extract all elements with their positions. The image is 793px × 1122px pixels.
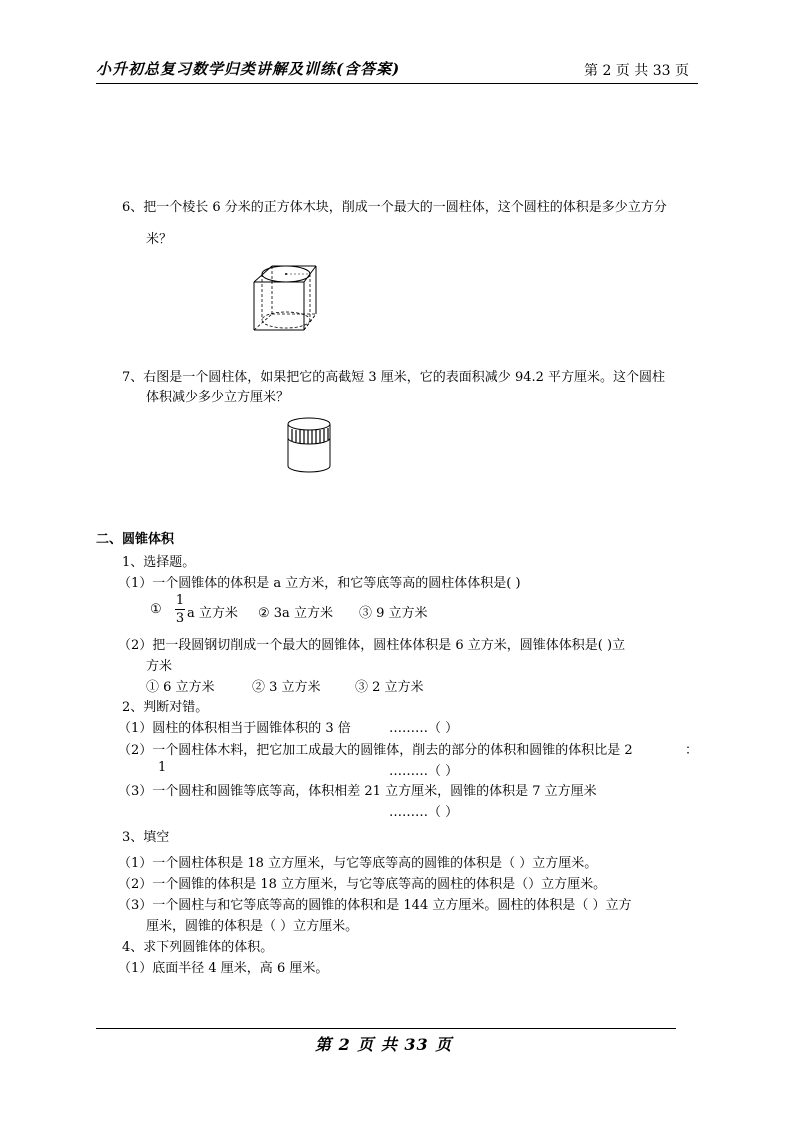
choice2-option3: ③ 2 立方米: [355, 680, 424, 695]
sub2-heading: 2、判断对错。: [122, 700, 209, 715]
choice1-option1-text: a 立方米: [187, 606, 238, 621]
choice2-line2: 方米: [146, 659, 173, 674]
choice2-option1: ① 6 立方米: [146, 680, 215, 695]
choice1-option1-number: ①: [150, 602, 162, 617]
choice2-option2: ② 3 立方米: [252, 680, 321, 695]
footer-divider: [96, 1028, 676, 1029]
section-title: 二、圆锥体积: [96, 532, 175, 547]
fill3-line2: 厘米，圆锥的体积是（ ）立方厘米。: [146, 919, 359, 934]
header-divider: [96, 83, 698, 84]
sub3-heading: 3、填空: [122, 830, 170, 845]
fraction-bar: [175, 609, 185, 610]
q6-line1: 6、把一个棱长 6 分米的正方体木块，削成一个最大的一圆柱体，这个圆柱的体积是多少立方分: [122, 200, 667, 215]
fraction-denominator: 3: [175, 611, 185, 626]
judge3-answer-paren: ………（ ）: [389, 805, 459, 820]
judge3-statement: （3）一个圆柱和圆锥等底等高，体积相差 21 立方厘米，圆锥的体积是 7 立方厘米: [118, 784, 597, 799]
header-title: 小升初总复习数学归类讲解及训练(含答案): [96, 60, 401, 78]
q6-line2: 米？: [146, 232, 173, 247]
choice2-line1: （2）把一段圆钢切削成一个最大的圆锥体，圆柱体体积是 6 立方米，圆锥体体积是( )立: [118, 638, 626, 653]
footer-page-number: 第 2 页 共 33 页: [315, 1035, 453, 1054]
sub4-heading: 4、求下列圆锥体的体积。: [122, 940, 274, 955]
fraction-one-third: [175, 593, 185, 626]
header-page-number: 第 2 页 共 33 页: [584, 63, 689, 79]
fill3-line1: （3）一个圆柱与和它等底等高的圆锥的体积和是 144 立方厘米。圆柱的体积是（ ）立方: [118, 898, 632, 913]
fill1: （1）一个圆柱体积是 18 立方厘米，与它等底等高的圆锥的体积是（ ）立方厘米。: [118, 856, 598, 871]
fill2: （2）一个圆锥的体积是 18 立方厘米，与它等底等高的圆柱的体积是（）立方厘米。: [118, 877, 607, 892]
judge1-statement: （1）圆柱的体积相当于圆锥体积的 3 倍: [118, 721, 351, 736]
judge2-ratio-one: 1: [158, 760, 167, 775]
judge1-answer-paren: ………（ ）: [389, 721, 459, 736]
volume1: （1）底面半径 4 厘米，高 6 厘米。: [118, 961, 329, 976]
judge2-colon: ：: [685, 743, 699, 758]
choice1-option2: ② 3a 立方米: [258, 606, 333, 621]
cube-cylinder-figure: [250, 262, 330, 334]
q7-line2: 体积减少多少立方厘米？: [146, 390, 290, 405]
judge2-statement: （2）一个圆柱体木料，把它加工成最大的圆锥体，削去的部分的体积和圆锥的体积比是 2: [118, 743, 633, 758]
judge2-answer-paren: ………（ ）: [389, 764, 459, 779]
sub1-heading: 1、选择题。: [122, 555, 196, 570]
fraction-numerator: 1: [175, 593, 185, 608]
choice1-question: （1）一个圆锥体的体积是 a 立方米，和它等底等高的圆柱体体积是( ): [118, 576, 521, 591]
choice1-option3: ③ 9 立方米: [359, 606, 428, 621]
q7-line1: 7、右图是一个圆柱体，如果把它的高截短 3 厘米，它的表面积减少 94.2 平方厘米。这个圆柱: [122, 370, 666, 385]
cylinder-figure: [284, 416, 334, 474]
